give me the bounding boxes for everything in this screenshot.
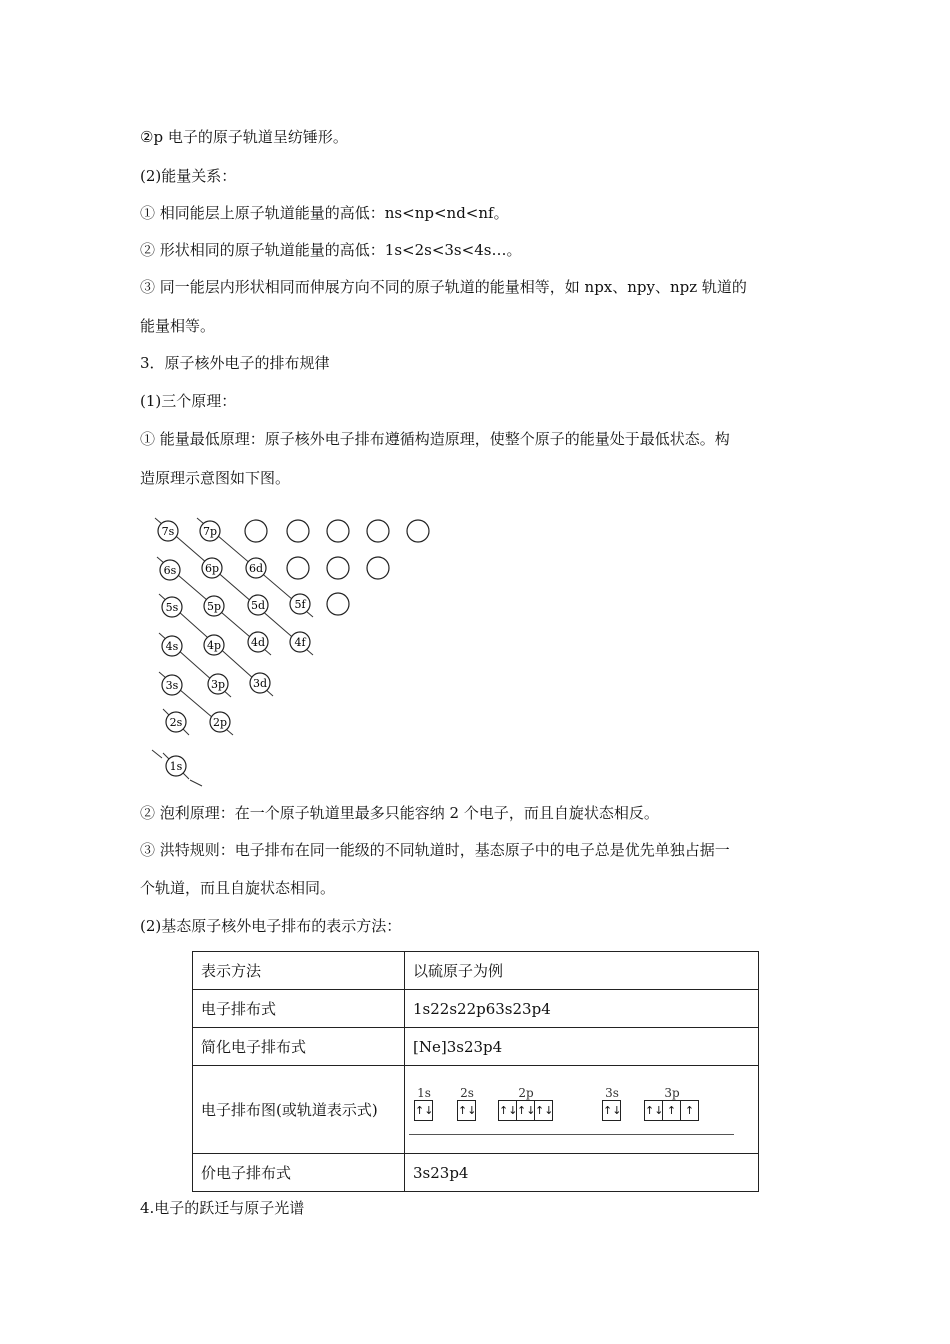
orbital-label: 2s (460, 1085, 474, 1100)
table-cell: 电子排布式 (193, 990, 405, 1028)
text-line-14: (2)基态原子核外电子排布的表示方法： (140, 917, 402, 935)
orbital-box: ↑ (662, 1100, 681, 1121)
orbital-node-label: 3p (210, 678, 226, 691)
orbital-node-label: 2p (212, 716, 228, 729)
orbital-node-label: 5s (165, 601, 179, 614)
orbital-node-label: 5p (206, 600, 222, 613)
orbital-node-label: 5d (250, 599, 266, 612)
text-line-1: ②p 电子的原子轨道呈纺锤形。 (140, 128, 348, 146)
text-line-2: (2)能量关系： (140, 167, 237, 185)
empty-orbital-circles (245, 520, 429, 615)
orbital-node-label: 7s (161, 525, 175, 538)
orbital-label: 1s (417, 1085, 431, 1100)
orbital-node-label: 6s (163, 564, 177, 577)
table-cell: 1s22s22p63s23p4 (405, 990, 759, 1028)
orbital-box: ↑↓ (457, 1100, 476, 1121)
empty-circle (327, 520, 349, 542)
text-line-11: ② 泡利原理：在一个原子轨道里最多只能容纳 2 个电子，而且自旋状态相反。 (140, 804, 659, 822)
empty-circle (287, 520, 309, 542)
empty-circle (367, 520, 389, 542)
orbital-group-2p (499, 1086, 553, 1121)
representation-table (192, 951, 759, 1192)
table-header-cell: 表示方法 (193, 952, 405, 990)
table-row (193, 990, 759, 1028)
text-line-9: ① 能量最低原理：原子核外电子排布遵循构造原理，使整个原子的能量处于最低状态。构 (140, 430, 730, 448)
table-cell: 价电子排布式 (193, 1154, 405, 1192)
orbital-node-label: 7p (202, 525, 218, 538)
orbital-box: ↑↓ (644, 1100, 663, 1121)
orbital-box: ↑↓ (414, 1100, 433, 1121)
section-heading-4: 4.电子的跃迁与原子光谱 (140, 1199, 305, 1217)
empty-circle (287, 557, 309, 579)
orbital-node-label: 4s (165, 640, 179, 653)
orbital-box: ↑↓ (602, 1100, 621, 1121)
text-line-5: ③ 同一能层内形状相同而伸展方向不同的原子轨道的能量相等，如 npx、npy、npz 轨道的 (140, 278, 747, 296)
empty-circle (367, 557, 389, 579)
orbital-group-2s (458, 1086, 476, 1121)
section-heading-3: 3．原子核外电子的排布规律 (140, 354, 330, 372)
text-line-8: (1)三个原理： (140, 392, 237, 410)
empty-circle (407, 520, 429, 542)
orbital-node-label: 6p (204, 562, 220, 575)
orbital-node-label: 3d (252, 677, 268, 690)
table-cell: 电子排布图(或轨道表示式) (193, 1066, 405, 1154)
text-line-6: 能量相等。 (140, 317, 216, 335)
orbital-box: ↑↓ (498, 1100, 517, 1121)
orbital-node-label: 3s (165, 679, 179, 692)
table-row (193, 1066, 759, 1154)
orbital-group-3s (603, 1086, 621, 1121)
empty-circle (327, 557, 349, 579)
orbital-box-cell (405, 1066, 759, 1154)
aufbau-diagram (138, 500, 448, 790)
text-line-3: ① 相同能层上原子轨道能量的高低：ns<np<nd<nf。 (140, 204, 509, 222)
table-cell: [Ne]3s23p4 (405, 1028, 759, 1066)
text-line-10: 造原理示意图如下图。 (140, 469, 291, 487)
orbital-node-label: 6d (248, 562, 264, 575)
table-header-row (193, 952, 759, 990)
underline (409, 1134, 734, 1135)
orbital-node-label: 4f (294, 636, 306, 649)
orbital-node-label: 4p (206, 639, 222, 652)
orbital-node-label: 1s (169, 760, 183, 773)
orbital-node-label: 4d (250, 636, 266, 649)
orbital-label: 3p (664, 1085, 680, 1100)
table-cell: 简化电子排布式 (193, 1028, 405, 1066)
empty-circle (245, 520, 267, 542)
orbital-box: ↑↓ (516, 1100, 535, 1121)
orbital-group-3p (645, 1086, 699, 1121)
orbital-label: 3s (605, 1085, 619, 1100)
orbital-node-label: 2s (169, 716, 183, 729)
table-cell: 3s23p4 (405, 1154, 759, 1192)
table-header-cell: 以硫原子为例 (405, 952, 759, 990)
text-line-13: 个轨道，而且自旋状态相同。 (140, 879, 336, 897)
table-row (193, 1028, 759, 1066)
orbital-node-label: 5f (294, 598, 306, 611)
orbital-nodes (158, 521, 310, 776)
text-line-12: ③ 洪特规则：电子排布在同一能级的不同轨道时，基态原子中的电子总是优先单独占据一 (140, 841, 730, 859)
table-row (193, 1154, 759, 1192)
orbital-group-1s (415, 1086, 433, 1121)
orbital-label: 2p (518, 1085, 534, 1100)
orbital-box-diagram (405, 1080, 758, 1140)
orbital-box: ↑↓ (534, 1100, 553, 1121)
empty-circle (327, 593, 349, 615)
text-line-4: ② 形状相同的原子轨道能量的高低：1s<2s<3s<4s…。 (140, 241, 522, 259)
orbital-box: ↑ (680, 1100, 699, 1121)
